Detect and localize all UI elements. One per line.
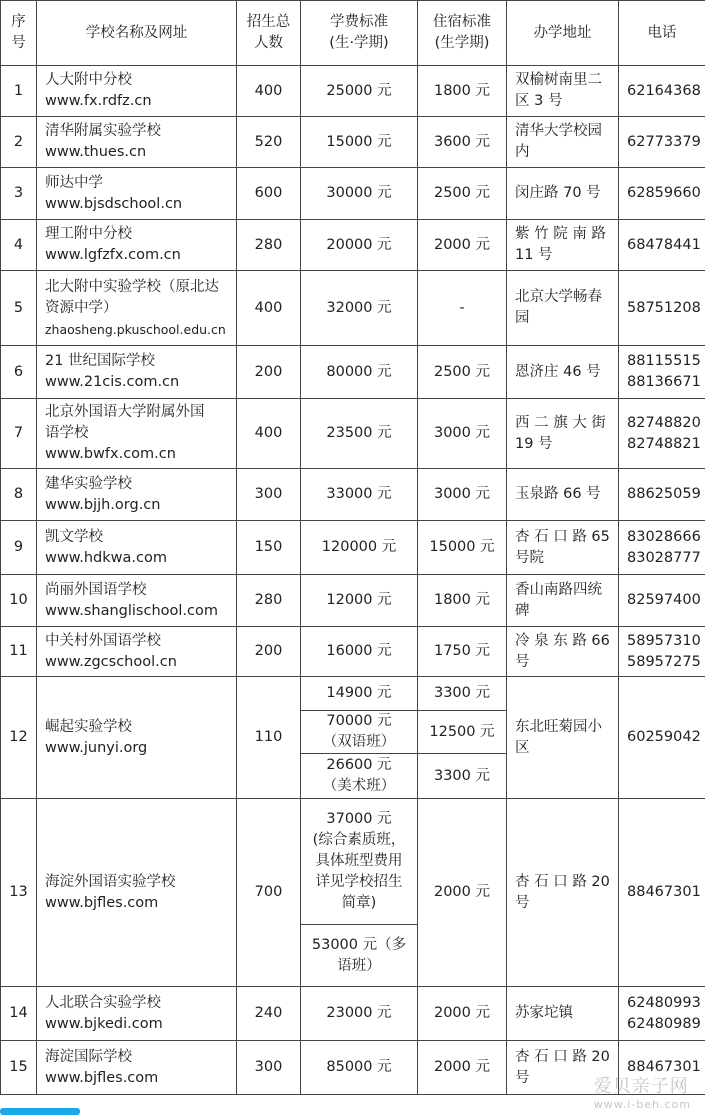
school-name: 清华附属实验学校 [45,123,161,139]
dorm-cell: 2000 元 [418,1041,507,1095]
row-number: 3 [1,168,37,220]
row-number: 12 [1,677,37,799]
school-name: 北京外国语大学附属外国 语学校 [45,404,205,441]
phone-cell: 62480993 62480989 [619,987,705,1041]
enroll-count: 280 [237,575,301,627]
phone-cell: 58957310 58957275 [619,627,705,677]
school-url: www.21cis.com.cn [45,374,180,390]
phone-cell: 68478441 [619,220,705,271]
school-url: www.junyi.org [45,739,148,756]
school-cell [37,521,237,575]
table-row [1,799,705,925]
school-cell [37,575,237,627]
table-row [1,346,705,399]
school-cell [37,627,237,677]
address-cell: 闵庄路 70 号 [507,168,619,220]
school-name: 师达中学 [45,174,103,191]
tuition-cell: 53000 元（多 语班） [301,925,418,987]
school-url: www.zgcschool.cn [45,653,177,670]
phone-cell: 83028666 83028777 [619,521,705,575]
dorm-cell: - [418,271,507,346]
enroll-count: 400 [237,66,301,117]
school-cell [37,168,237,220]
address-cell: 双榆树南里二 区 3 号 [507,66,619,117]
table-row [1,117,705,168]
dorm-cell: 15000 元 [418,521,507,575]
row-number: 11 [1,627,37,677]
school-url: www.thues.cn [45,144,147,160]
enroll-count: 110 [237,677,301,799]
address-cell: 香山南路四统 碑 [507,575,619,627]
table-row [1,399,705,469]
enroll-count: 300 [237,1041,301,1095]
enroll-count: 520 [237,117,301,168]
table-row [1,469,705,521]
tuition-cell: 33000 元 [301,469,418,521]
tuition-cell: 23000 元 [301,987,418,1041]
header-no: 序 号 [1,1,37,66]
header-address: 办学地址 [507,1,619,66]
school-cell [37,469,237,521]
dorm-cell: 1800 元 [418,575,507,627]
phone-cell: 88467301 [619,1041,705,1095]
school-name: 建华实验学校 [45,475,132,492]
school-url: www.hdkwa.com [45,549,167,566]
school-url: www.bjkedi.com [45,1015,163,1032]
watermark-main: 爱贝亲子网 [593,1076,689,1097]
row-number: 7 [1,399,37,469]
tuition-cell: 14900 元 [301,677,418,711]
address-cell: 玉泉路 66 号 [507,469,619,521]
dorm-cell: 1750 元 [418,627,507,677]
dorm-cell: 3300 元 [418,677,507,711]
table-row [1,521,705,575]
enroll-count: 400 [237,399,301,469]
address-cell: 清华大学校园 内 [507,117,619,168]
enroll-count: 300 [237,469,301,521]
dorm-cell: 1800 元 [418,66,507,117]
address-cell: 东北旺菊园小 区 [507,677,619,799]
table-row [1,987,705,1041]
row-number: 13 [1,799,37,987]
tuition-cell: 25000 元 [301,66,418,117]
dorm-cell: 3600 元 [418,117,507,168]
tuition-cell: 70000 元 （双语班） [301,711,418,754]
phone-cell: 88115515 88136671 [619,346,705,399]
school-cell [37,987,237,1041]
dorm-cell: 2000 元 [418,987,507,1041]
dorm-cell: 2000 元 [418,799,507,987]
enroll-count: 200 [237,346,301,399]
row-number: 15 [1,1041,37,1095]
address-cell: 恩济庄 46 号 [507,346,619,399]
header-row [1,1,705,66]
school-url: www.fx.rdfz.cn [45,93,152,109]
school-url: www.bjsdschool.cn [45,195,183,212]
phone-cell: 88467301 [619,799,705,987]
school-name: 中关村外国语学校 [45,632,161,649]
school-name: 尚丽外国语学校 [45,581,147,598]
school-cell [37,271,237,346]
school-url: www.bjfles.com [45,1069,159,1086]
row-number: 14 [1,987,37,1041]
address-cell: 紫 竹 院 南 路 11 号 [507,220,619,271]
school-url: zhaosheng.pkuschool.edu.cn [45,321,226,337]
enroll-count: 150 [237,521,301,575]
tuition-cell: 120000 元 [301,521,418,575]
tuition-cell: 20000 元 [301,220,418,271]
school-cell [37,117,237,168]
row-number: 5 [1,271,37,346]
dorm-cell: 2000 元 [418,220,507,271]
tuition-cell: 12000 元 [301,575,418,627]
address-cell: 杏 石 口 路 20 号 [507,1041,619,1095]
address-cell: 杏 石 口 路 20 号 [507,799,619,987]
school-cell [37,220,237,271]
address-cell: 西 二 旗 大 街 19 号 [507,399,619,469]
row-number: 2 [1,117,37,168]
tuition-cell: 16000 元 [301,627,418,677]
phone-cell: 58751208 [619,271,705,346]
tuition-cell: 80000 元 [301,346,418,399]
tuition-cell: 15000 元 [301,117,418,168]
row-number: 1 [1,66,37,117]
tuition-cell: 85000 元 [301,1041,418,1095]
school-name: 海淀外国语实验学校 [45,873,176,890]
school-url: www.bjjh.org.cn [45,496,161,513]
table-row [1,220,705,271]
enroll-count: 700 [237,799,301,987]
tuition-cell: 30000 元 [301,168,418,220]
dorm-cell: 2500 元 [418,168,507,220]
table-row [1,677,705,711]
table-row [1,627,705,677]
bottom-bar [0,1108,80,1115]
enroll-count: 600 [237,168,301,220]
school-name: 人北联合实验学校 [45,994,161,1011]
watermark-logo [594,1072,691,1111]
dorm-cell: 3300 元 [418,754,507,799]
enroll-count: 240 [237,987,301,1041]
school-name: 人大附中分校 [45,72,132,88]
tuition-cell: 26600 元 （美术班） [301,754,418,799]
watermark-sub: www.i-beh.com [593,1098,691,1111]
phone-cell: 88625059 [619,469,705,521]
enroll-count: 400 [237,271,301,346]
school-cell [37,799,237,987]
row-number: 8 [1,469,37,521]
enroll-count: 200 [237,627,301,677]
school-url: www.bwfx.com.cn [45,446,176,462]
address-cell: 苏家坨镇 [507,987,619,1041]
school-cell [37,677,237,799]
school-name: 北大附中实验学校（原北达 资源中学） [45,278,219,316]
school-url: www.shanglischool.com [45,602,219,619]
dorm-cell: 3000 元 [418,469,507,521]
school-url: www.lgfzfx.com.cn [45,247,181,263]
header-phone: 电话 [619,1,705,66]
tuition-cell: 23500 元 [301,399,418,469]
tuition-cell: 32000 元 [301,271,418,346]
address-cell: 北京大学畅春 园 [507,271,619,346]
school-name: 21 世纪国际学校 [45,353,156,369]
school-cell [37,1041,237,1095]
address-cell: 杏 石 口 路 65 号院 [507,521,619,575]
phone-cell: 82748820 82748821 [619,399,705,469]
school-cell [37,399,237,469]
tuition-cell: 37000 元 (综合素质班， 具体班型费用 详见学校招生 简章) [301,799,418,925]
header-dorm: 住宿标准 (生学期) [418,1,507,66]
row-number: 9 [1,521,37,575]
header-tuition: 学费标准 (生·学期) [301,1,418,66]
table-row [1,575,705,627]
phone-cell: 62773379 [619,117,705,168]
table-row [1,271,705,346]
dorm-cell: 3000 元 [418,399,507,469]
address-cell: 冷 泉 东 路 66 号 [507,627,619,677]
school-cell [37,66,237,117]
dorm-cell: 12500 元 [418,711,507,754]
row-number: 10 [1,575,37,627]
table-row [1,66,705,117]
school-url: www.bjfles.com [45,894,159,911]
phone-cell: 62859660 [619,168,705,220]
school-name: 凯文学校 [45,528,103,545]
school-name: 崛起实验学校 [45,718,132,735]
enroll-count: 280 [237,220,301,271]
school-name: 海淀国际学校 [45,1048,132,1065]
school-cell [37,346,237,399]
row-number: 4 [1,220,37,271]
phone-cell: 62164368 [619,66,705,117]
row-number: 6 [1,346,37,399]
header-count: 招生总 人数 [237,1,301,66]
header-school: 学校名称及网址 [37,1,237,66]
school-name: 理工附中分校 [45,226,132,242]
phone-cell: 82597400 [619,575,705,627]
dorm-cell: 2500 元 [418,346,507,399]
table-row [1,168,705,220]
phone-cell: 60259042 [619,677,705,799]
